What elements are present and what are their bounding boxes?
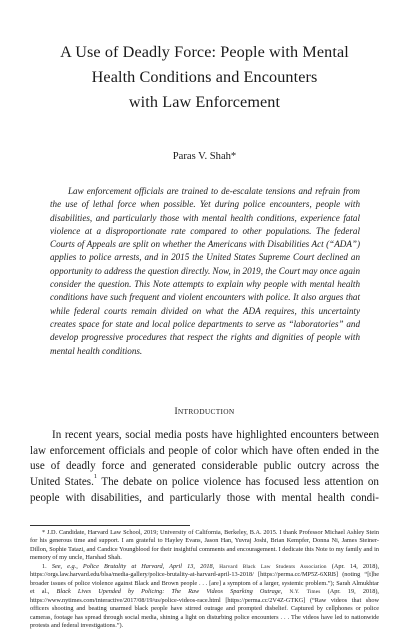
body-line-5: people with disabilities, and particularly those with mental health condi-: [30, 491, 379, 504]
section-heading-initial: I: [174, 407, 178, 417]
body-paragraph: [30, 428, 379, 507]
body-line-2: law enforcement officials and people of color which have often ended in the: [30, 444, 379, 457]
footnote-1-title-1: Police Brutality at Harvard, April 13, 2018: [82, 562, 213, 570]
body-line-4-start: United States.: [30, 476, 94, 489]
author-name: Paras V. Shah*: [172, 151, 237, 162]
footnote-star: * J.D. Candidate, Harvard Law School, 2019; University of California, Berkeley, B.A. 2015. I thank Professor Michael Ashley Stein for his generous time and support. I am grateful to Hayley Evans, Jason Han, Yuvraj Joshi, Brian Kempfer, Donna Ni, James Steiner-Dillon, Sophie Tatazi, and Candice Youngblood for their insightful comments and encouragement. I dedicate this Note to my family and in memory of my uncle, Harshad Shah.: [30, 529, 379, 562]
body-line-1: In recent years, social media posts have highlighted encounters between: [52, 429, 379, 441]
body-line-4-end: The debate on police violence has focused less attention on: [97, 476, 379, 489]
footnote-1-title-2: Black Lives Upended by Policing: The Raw Videos Sparking Outrage: [56, 588, 281, 596]
abstract: Law enforcement officials are trained to de-escalate tensions and refrain from the use of lethal force when possible. Yet during police encounters, people with disabilities, and particularly those with mental health conditions, experience fatal violence at a disproportionate rate compared to other populations. The federal Courts of Appeals are split on whether the Americans with Disabilities Act (“ADA”) applies to police arrests, and in 2015 the United States Supreme Court declined an opportunity to address the question directly. Now, in 2019, the Court may once again consider the question. This Note attempts to explain why people with mental health conditions have such frequent and violent encounters with police. It also argues that while federal courts remain divided on what the ADA requires, this uncertainty creates space for state and local police departments to serve as “laboratories” and develop progressive procedures that respect the rights and dignities of people with mental health conditions.: [50, 186, 360, 356]
footnotes: [30, 529, 379, 630]
footnote-1-sep-2: ,: [212, 562, 220, 570]
title-line-3: with Law Enforcement: [128, 93, 281, 111]
footnote-divider: [30, 525, 190, 526]
title-line-2: Health Conditions and Encounters: [91, 68, 318, 86]
body-line-3: use of deadly force and generated considerable public outcry across the: [30, 460, 379, 473]
footnote-1-end: (Apr. 19, 2018), https://www.nytimes.com/interactive/2017/08/19/us/police-videos-race.html [https://perma.cc/2V4Z-GTKG] (“Raw videos that show officers shooting and beating unarmed black people have stirred outrage and prompted disbelief. Captured by cellphones or police cameras, footage has spread through social media, shining a light on disturbing police encounters . . . The videos have led to nationwide protests and federal investigations.”).: [30, 588, 379, 629]
footnote-1-publisher-2: N.Y. Times: [289, 589, 321, 596]
footnote-1-middle: (Apr. 14, 2018), https://orgs.law.harvard.edu/blsa/media-gallery/police-brutality-at-harvard-april-13-2018/ [https://perma.cc/MP5Z-6XRB] (noting “[t]he broader issues of police violence against Black and Brown people . . . [are] a symptom of a larger, systemic problem.”); Sarah Almukhtar et al.,: [30, 562, 380, 596]
footnote-1: [30, 563, 379, 631]
body-line-4: [30, 475, 379, 491]
footnote-1-number: 1.: [42, 562, 52, 570]
footnote-1-signal: See, e.g.: [51, 562, 77, 570]
footnote-1-publisher-1: Harvard Black Law Students Association: [219, 563, 327, 570]
paper-title: [30, 40, 379, 115]
footnote-1-sep-3: ,: [280, 588, 290, 596]
footnote-1-sep: ,: [76, 562, 83, 570]
section-heading-introduction: [0, 406, 409, 418]
section-heading-rest: NTRODUCTION: [177, 407, 235, 416]
footnote-ref-1: 1: [93, 473, 98, 481]
title-line-1: A Use of Deadly Force: People with Mental: [60, 43, 349, 61]
